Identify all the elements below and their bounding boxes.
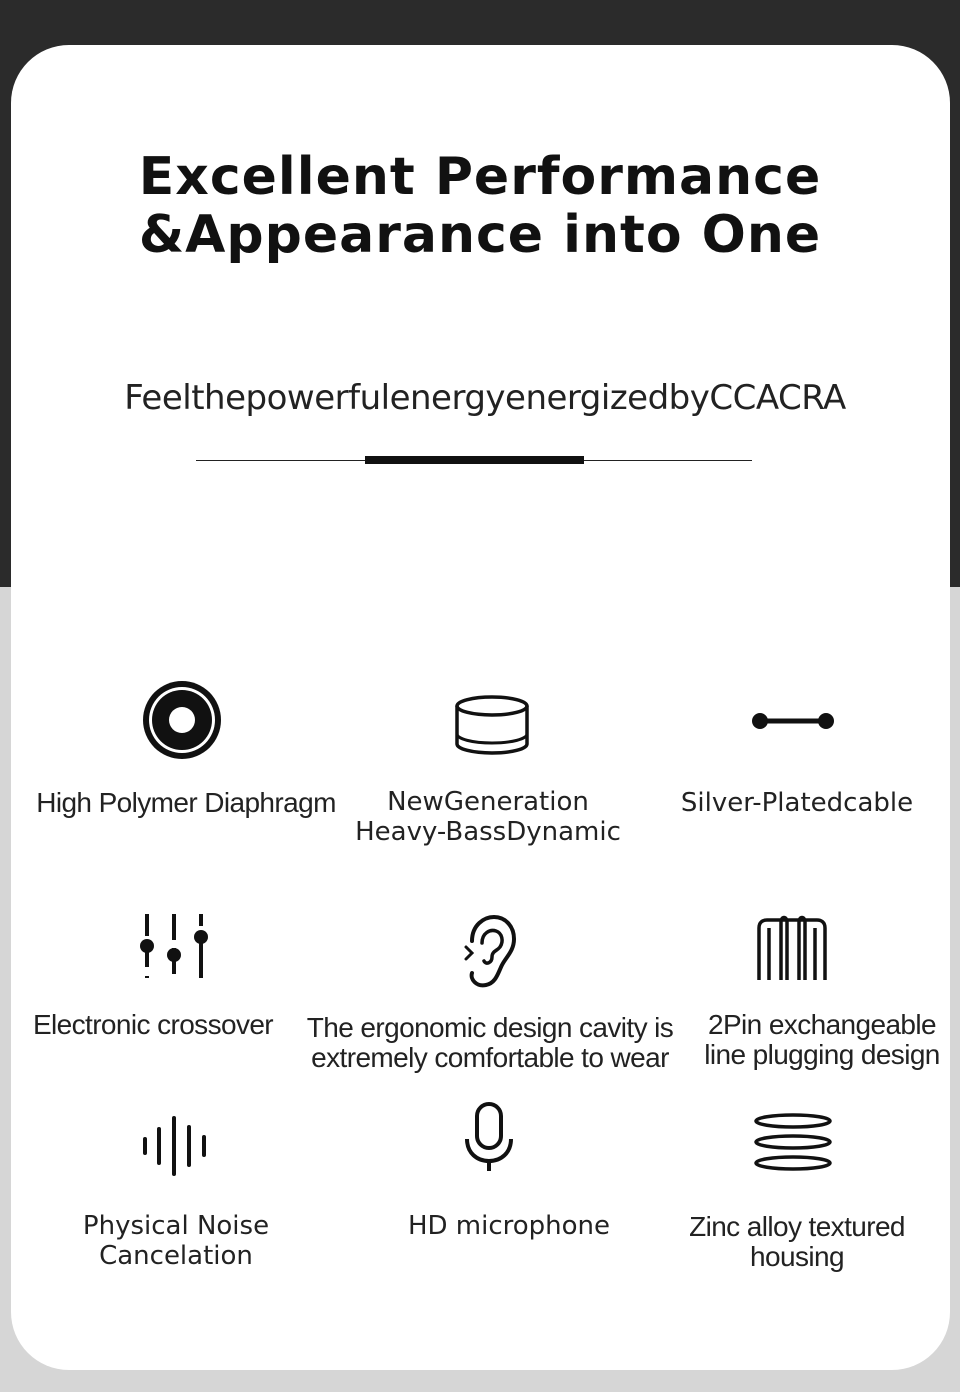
cable-icon [750,709,836,733]
feature-label-cable: Silver-Platedcable [680,788,914,818]
title-line-2: &Appearance into One [138,205,822,265]
diaphragm-icon [141,679,223,761]
page-title [0,148,960,264]
subtitle: FeelthepowerfulenergyenergizedbyCCACRA [124,378,846,418]
feature-label-crossover: Electronic crossover [32,1009,274,1040]
feature-label-microphone: HD microphone [407,1211,611,1241]
crossover-sliders-icon [136,910,212,982]
title-line-1: Excellent Performance [138,147,822,207]
2pin-connector-icon [755,914,829,982]
dynamic-driver-icon [453,694,531,756]
feature-label-ear: The ergonomic design cavity is extremely comfortable to wear [306,1012,674,1073]
sound-wave-icon [140,1115,212,1177]
ear-icon [462,913,518,989]
divider-accent [365,456,584,464]
feature-label-2pin: 2Pin exchangeable line plugging design [704,1009,940,1070]
feature-label-housing: Zinc alloy textured housing [689,1211,905,1272]
stacked-rings-icon [752,1112,834,1172]
microphone-icon [463,1101,515,1173]
feature-label-noise-cancel: Physical Noise Cancelation [82,1211,270,1271]
feature-label-dynamic-driver: NewGeneration Heavy-BassDynamic [355,787,621,847]
feature-label-diaphragm: High Polymer Diaphragm [36,787,336,818]
